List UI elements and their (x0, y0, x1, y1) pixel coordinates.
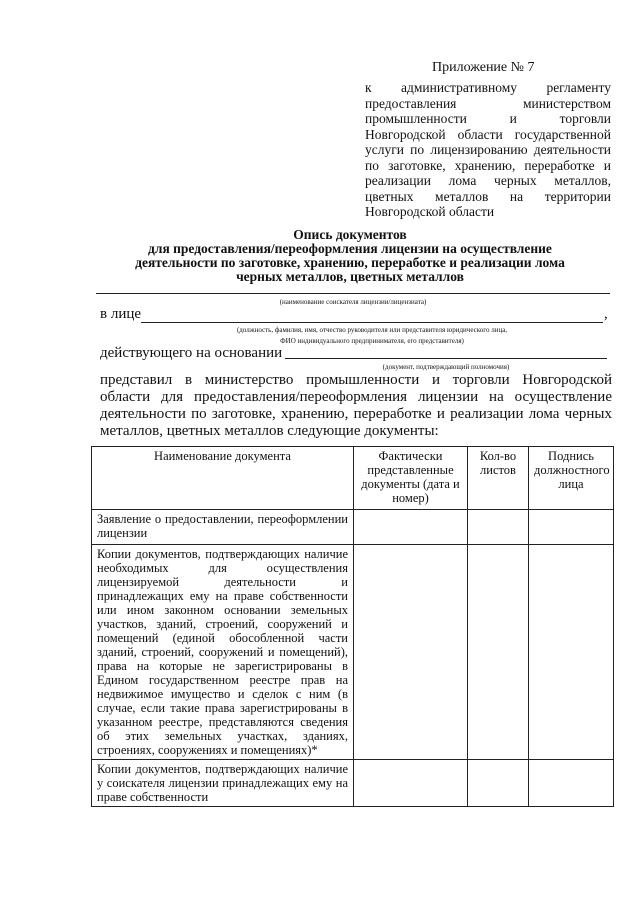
row-3-submitted-cell[interactable] (354, 760, 468, 807)
heading-line-4: черных металлов, цветных металлов (236, 269, 464, 284)
in-person-field[interactable] (141, 322, 603, 323)
basis-field[interactable] (285, 358, 607, 359)
heading-line-1: Опись документов (293, 227, 407, 242)
table-row (92, 545, 614, 760)
header-submitted-documents: Фактически представленные документы (дата и номер) (354, 447, 468, 510)
person-caption-1: (должность, фамилия, имя, отчество руководителя или представителя юридического лица, (236, 326, 508, 334)
row-3-signature-cell[interactable] (529, 760, 614, 807)
in-person-comma: , (604, 306, 608, 322)
header-sheet-count: Кол-во листов (468, 447, 529, 510)
header-document-name: Наименование документа (92, 447, 354, 510)
appendix-text: к административному регламенту предоставления министерством промышленности и торговли Новгородской области государственной услуги по лицензированию деятельности по заготовке, хранению, переработке и реализации лома черных металлов, цветных металлов на территории Новгородской области (365, 80, 611, 219)
row-1-submitted-cell[interactable] (354, 510, 468, 545)
applicant-caption: (наименование соискателя лицензии/лицензиата) (279, 298, 427, 306)
statement-paragraph: представил в министерство промышленности и торговли Новгородской области для предоставления/переоформления лицензии на осуществление деятельности по заготовке, хранению, переработке и реализации лома черных металлов, цветных металлов следующие документы: (100, 372, 612, 439)
heading-line-3: деятельности по заготовке, хранению, переработке и реализации лома (135, 255, 565, 270)
header-official-signature: Поднись должностного лица (529, 447, 614, 510)
basis-caption: (документ, подтверждающий полномочия) (382, 363, 510, 371)
heading-line-2: для предоставления/переоформления лицензии на осуществление (148, 241, 552, 256)
row-1-document-name: Заявление о предоставлении, переоформлении лицензии (92, 510, 354, 545)
in-person-label: в лице (100, 306, 142, 322)
row-2-sheets-cell[interactable] (468, 545, 529, 760)
row-3-document-name: Копии документов, подтверждающих наличие у соискателя лицензии принадлежащих ему на праве собственности (92, 760, 354, 807)
document-heading (90, 228, 610, 284)
basis-label: действующего на основании (100, 345, 283, 361)
table-header-row (92, 447, 614, 510)
row-2-document-name: Копии документов, подтверждающих наличие необходимых для осуществления лицензируемой деятельности и принадлежащих ему на праве собственности или ином законном основании земельных участков, зданий, строений, сооружений и помещений (единой обособленной части зданий, строений, сооружений и помещений), права на которые не зарегистрированы в Едином государственном реестре прав на недвижимое имущество и сделок с ним (в случае, если такие права зарегистрированы в указанном реестре, представляются сведения об этих земельных участках, зданиях, строениях, сооружениях и помещениях)* (92, 545, 354, 760)
row-1-signature-cell[interactable] (529, 510, 614, 545)
row-1-sheets-cell[interactable] (468, 510, 529, 545)
person-caption-2: ФИО индивидуального предпринимателя, его представителя) (280, 337, 464, 345)
row-2-submitted-cell[interactable] (354, 545, 468, 760)
table-row (92, 510, 614, 545)
appendix-title: Приложение № 7 (432, 60, 535, 75)
documents-table (91, 446, 614, 807)
table-row (92, 760, 614, 807)
row-2-signature-cell[interactable] (529, 545, 614, 760)
applicant-name-field[interactable] (96, 293, 610, 294)
row-3-sheets-cell[interactable] (468, 760, 529, 807)
